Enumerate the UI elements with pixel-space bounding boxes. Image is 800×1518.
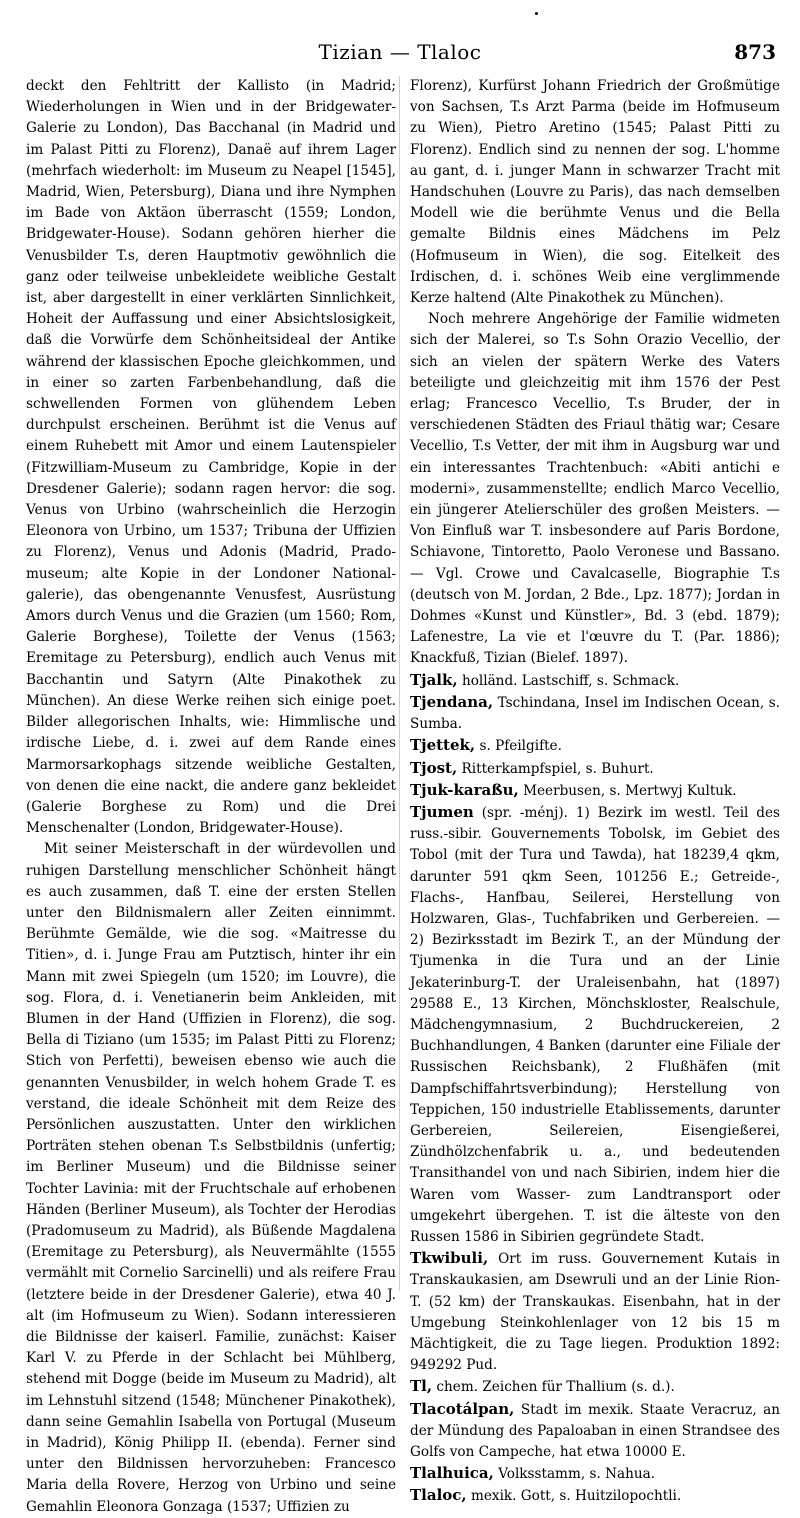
page-number: 873 xyxy=(734,40,776,64)
headword: Tjost, xyxy=(410,758,458,777)
paragraph-family: Noch mehrere Angehörige der Familie widmeten sich der Malerei, so T.s Sohn Orazio Vecellio, der sich an vielen der spätern Werke des Vaters beteiligte und gleichzeitig mit ihm 1576 der Pest erlag; Francesco Vecellio, T.s Bruder, der in verschiedenen Städten des Friaul thätig war; Cesare Vecellio, T.s Vetter, der mit ihm in Augsburg war und ein interessantes Trachtenbuch: «Abiti antichi e moderni», zusammenstellte; endlich Marco Vecellio, ein jüngerer Atelierschüler des großen Meisters. — Von Einfluß war T. insbesondere auf Paris Bordone, Schiavone, Tintoretto, Paolo Veronese und Bassano. — Vgl. Crowe und Cavalcaselle, Biographie T.s (deutsch von M. Jordan, 2 Bde., Lpz. 1877); Jordan in Dohmes «Kunst und Künstler», Bd. 3 (ebd. 1879); Lafenestre, La vie et l'œuvre du T. (Par. 1886); Knackfuß, Tizian (Bielef. 1897). xyxy=(410,311,780,667)
paragraph-continuation-right: Florenz), Kurfürst Johann Friedrich der Großmütige von Sachsen, T.s Arzt Parma (beide im Hofmuseum zu Wien), Pietro Aretino (1545; Palast Pitti zu Florenz). Endlich sind zu nennen der sog. L'homme au gant, d. i. junger Mann in schwarzer Tracht mit Handschuhen (Louvre zu Paris), das nach demselben Modell wie die berühmte Venus und die Bella gemalte Bildnis eines Mädchens im Pelz (Hofmuseum in Wien), die sog. Eitelkeit des Irdischen, d. i. schönes Weib eine verglimmende Kerze haltend (Alte Pinakothek zu München). xyxy=(410,78,780,307)
entry-text: Tschindana, Insel im Indischen Ocean, s. Sumba. xyxy=(410,694,780,733)
entry-tjumen xyxy=(410,802,780,1248)
running-head xyxy=(0,38,800,70)
entry-tjost xyxy=(410,758,780,780)
left-column xyxy=(26,76,396,1515)
headword: Tlalhuica, xyxy=(410,1464,494,1483)
headword: Tjalk, xyxy=(410,670,458,689)
paragraph-portraits: Mit seiner Meisterschaft in der würdevollen und ruhigen Darstellung menschlicher Schönheit hängt es auch zusammen, daß T. eine der ersten Stellen unter den Bildnismalern aller Zeiten einnimmt. Berühmte Gemälde, wie die sog. «Maitresse du Titien», d. i. Junge Frau am Putztisch, hinter ihr ein Mann mit zwei Spiegeln (um 1520; im Louvre), die sog. Flora, d. i. Venetianerin beim Ankleiden, mit Blumen in der Hand (Uffizien in Florenz), die sog. Bella di Tiziano (um 1535; im Palast Pitti zu Florenz; Stich von Perfetti), beweisen ebenso wie auch die genannten Venusbilder, in welch hohem Grade T. es verstand, die ideale Schönheit mit dem Reize des Persönlichen auszustatten. Unter den wirklichen Porträten stehen obenan T.s Selbstbildnis (unfertig; im Berliner Museum) und die Bildnisse seiner Tochter Lavinia: mit der Fruchtschale auf erhobenen Händen (Berliner Museum), als Tochter der Herodias (Pradomuseum zu Madrid), als Büßende Magdalena (Eremitage zu Petersburg), als Neuvermählte (1555 vermählt mit Cornelio Sarcinelli) und als reifere Frau (letztere beide in der Dresdener Galerie), etwa 40 J. alt (im Hofmuseum zu Wien). Sodann interessieren die Bildnisse der kaiserl. Familie, zunächst: Kaiser Karl V. zu Pferde in der Schlacht bei Mühlberg, stehend mit Dogge (beide im Museum zu Madrid), alt im Lehnstuhl sitzend (1548; Münchener Pinakothek), dann seine Gemahlin Isabella von Portugal (Museum in Madrid), König Philipp II. (ebenda). Ferner sind unter den Bildnissen hervorzuheben: Francesco Maria della Rovere, Herzog von Urbino und seine Gemahlin Eleonora Gonzaga (1537; Uffizien zu xyxy=(26,841,396,1515)
entry-tkwibuli xyxy=(410,1248,780,1376)
headword: Tjumen xyxy=(410,802,474,821)
entry-tlacotalpan xyxy=(410,1399,780,1464)
entry-tjalk xyxy=(410,670,780,692)
entry-text: Volksstamm, s. Nahua. xyxy=(493,1466,656,1483)
headword: Tl, xyxy=(410,1377,433,1396)
entry-text: Meerbusen, s. Mertwyj Kultuk. xyxy=(518,782,737,799)
paragraph-continuation: deckt den Fehltritt der Kallisto (in Madrid; Wiederholungen in Wien und in der Bridgewater-Galerie zu London), Das Bacchanal (in Madrid und im Palast Pitti zu Florenz), Danaë auf ihrem Lager (mehrfach wiederholt: im Museum zu Neapel [1545], Madrid, Wien, Petersburg), Diana und ihre Nymphen im Bade von Aktäon überrascht (1559; London, Bridgewater-House). Sodann gehören hierher die Venusbilder T.s, deren Hauptmotiv gewöhnlich die ganz oder teilweise unbekleidete weibliche Gestalt ist, aber dargestellt in einer verklärten Sinnlichkeit, Hoheit der Auffassung und einer Absichtslosigkeit, daß die Vorwürfe dem Schönheitsideal der Antike während der klassischen Epoche gleichkommen, und in einer so zarten Farbenbehandlung, daß die schwellenden Formen von glühendem Leben durchpulst erscheinen. Berühmt ist die Venus auf einem Ruhebett mit Amor und einem Lautenspieler (Fitzwilliam-Museum zu Cambridge, Kopie in der Dresdener Galerie); sodann ragen hervor: die sog. Venus von Urbino (wahrscheinlich die Herzogin Eleonora von Urbino, um 1537; Tribuna der Uffizien zu Florenz), Venus und Adonis (Madrid, Prado-museum; alte Kopie in der Londoner National-galerie), das obengenannte Venusfest, Ausrüstung Amors durch Venus und die Grazien (um 1560; Rom, Galerie Borghese), Toilette der Venus (1563; Eremitage zu Petersburg), endlich auch Venus mit Bacchantin und Satyrn (Alte Pinakothek zu München). An diese Werke reihen sich einige poet. Bilder allegorischen Inhalts, wie: Himmlische und irdische Liebe, d. i. zwei auf dem Rande eines Marmorsarkophags sitzende weibliche Gestalten, von denen die eine nackt, die andere ganz bekleidet (Galerie Borghese zu Rom) und die Drei Menschenalter (London, Bridgewater-House). xyxy=(26,78,396,837)
headword: Tlaloc, xyxy=(410,1486,467,1505)
headword: Tjendana, xyxy=(410,692,494,711)
entry-tlalhuica xyxy=(410,1463,780,1485)
headword: Tlacotálpan, xyxy=(410,1399,515,1418)
entry-text: holländ. Lastschiff, s. Schmack. xyxy=(457,672,680,689)
entry-tl xyxy=(410,1376,780,1398)
headword: Tjuk-karaßu, xyxy=(410,780,519,799)
headword: Tkwibuli, xyxy=(410,1249,489,1268)
entry-text: Ort im russ. Gouvernement Kutais in Transkaukasien, am Dsewruli und an der Linie Rion-T. (52 km) der Transkaukas. Eisenbahn, hat in der Umgebung Steinkohlenlager von 12 bis 15 m Mächtigkeit, die zu Tage liegen. Produktion 1892: 949292 Pud. xyxy=(410,1251,780,1374)
entry-tlaloc xyxy=(410,1485,780,1507)
entry-tjendana xyxy=(410,692,780,735)
entry-tjettek xyxy=(410,735,780,757)
entry-text: Ritterkampfspiel, s. Buhurt. xyxy=(457,760,654,777)
entry-tjuk-karassu xyxy=(410,780,780,802)
headword: Tjettek, xyxy=(410,736,476,755)
print-speck xyxy=(535,12,538,15)
entry-text: (spr. -ménj). 1) Bezirk im westl. Teil des russ.-sibir. Gouvernements Tobolsk, im Gebiet des Tobol (mit der Tura und Tawda), hat 18239,4 qkm, darunter 591 qkm Seen, 101256 E.; Getreide-, Flachs-, Hanfbau, Seilerei, Herstellung von Holzwaren, Glas-, Tuchfabriken und Gerbereien. — 2) Bezirksstadt im Bezirk T., an der Mündung der Tjumenka in die Tura und an der Linie Jekaterinburg-T. der Uraleisenbahn, hat (1897) 29588 E., 13 Kirchen, Mönchskloster, Realschule, Mädchengymnasium, 2 Buchdruckereien, 2 Buchhandlungen, 4 Banken (darunter eine Filiale der Russischen Reichsbank), 2 Flußhäfen (mit Dampfschiffahrtsverbindung); Herstellung von Teppichen, 150 industrielle Etablissements, darunter Gerbereien, Seilereien, Eisengießerei, Zündhölzchenfabrik u. a., und bedeutenden Transithandel von und nach Sibirien, indem hier die Waren vom Wasser- zum Landtransport oder umgekehrt übergehen. T. ist die älteste von den Russen 1586 in Sibirien gegründete Stadt. xyxy=(410,804,780,1245)
entry-text: chem. Zeichen für Thallium (s. d.). xyxy=(432,1379,675,1396)
running-title: Tizian — Tlaloc xyxy=(318,40,482,64)
column-divider xyxy=(399,76,400,1291)
entry-text: s. Pfeilgifte. xyxy=(475,738,562,755)
entry-text: mexik. Gott, s. Huitzilopochtli. xyxy=(466,1488,682,1505)
right-column xyxy=(410,76,780,1505)
entry-text: Stadt im mexik. Staate Veracruz, an der Mündung des Papaloaban in einen Strandsee des Golfs von Campeche, hat etwa 10000 E. xyxy=(410,1401,780,1460)
